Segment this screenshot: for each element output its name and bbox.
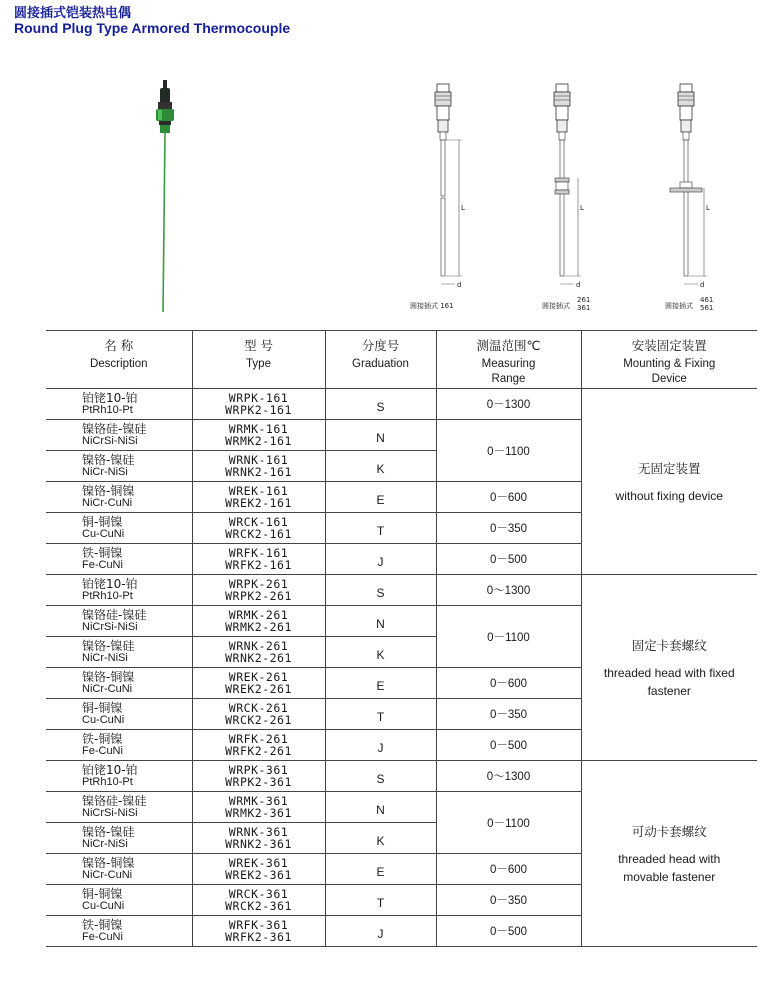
description-en: NiCr-CuNi (82, 683, 133, 695)
table-header-row (46, 331, 757, 389)
description-cn: 铜-铜镍 (82, 515, 123, 529)
type-code: WRCK-261 (228, 701, 289, 715)
cell-description (46, 885, 192, 916)
cell-range: 0－350 (436, 885, 581, 916)
description-cn: 铂铑10-铂 (82, 763, 138, 777)
drawing-261 (542, 84, 590, 312)
type-code: WRMK2-261 (225, 620, 292, 634)
cell-type (192, 482, 325, 513)
mounting-en: threaded head with movable fastener (618, 851, 721, 884)
description-en: PtRh10-Pt (82, 776, 133, 788)
cell-description (46, 730, 192, 761)
cell-range: 0～1300 (436, 575, 581, 606)
type-code: WRNK2-361 (225, 837, 292, 851)
cell-type (192, 761, 325, 792)
cell-range: 0－1100 (436, 420, 581, 482)
description-en: NiCr-NiSi (82, 466, 128, 478)
cell-mounting (581, 389, 757, 575)
description-en: NiCrSi-NiSi (82, 435, 138, 447)
header-range: 测温范围℃ Measuring Range (436, 331, 581, 389)
cell-description (46, 792, 192, 823)
svg-text:461: 461 (700, 296, 714, 304)
type-code: WRCK-361 (228, 887, 289, 901)
type-code: WRNK-261 (228, 639, 289, 653)
description-en: Cu-CuNi (82, 900, 125, 912)
cell-description (46, 606, 192, 637)
svg-text:L: L (706, 204, 710, 212)
cell-graduation: N (325, 420, 436, 451)
header-description: 名 称 Description (46, 331, 192, 389)
type-code: WRPK2-261 (225, 589, 292, 603)
cell-type (192, 916, 325, 947)
cell-graduation: J (325, 730, 436, 761)
svg-text:d: d (576, 281, 581, 289)
description-cn: 铂铑10-铂 (82, 391, 138, 405)
type-code: WRMK2-161 (225, 434, 292, 448)
type-code: WRPK2-361 (225, 775, 292, 789)
description-en: NiCrSi-NiSi (82, 807, 138, 819)
cell-graduation: J (325, 916, 436, 947)
cell-range: 0－500 (436, 916, 581, 947)
cell-graduation: K (325, 451, 436, 482)
cell-type (192, 420, 325, 451)
cell-description (46, 637, 192, 668)
cell-range: 0－1300 (436, 389, 581, 420)
cell-mounting (581, 575, 757, 761)
svg-text:261: 261 (577, 296, 591, 304)
mounting-cn: 固定卡套螺纹 (631, 637, 707, 653)
cell-graduation: N (325, 792, 436, 823)
svg-text:d: d (700, 281, 705, 289)
cell-description (46, 482, 192, 513)
type-code: WRNK2-161 (225, 465, 292, 479)
type-code: WRNK2-261 (225, 651, 292, 665)
cell-graduation: S (325, 575, 436, 606)
type-code: WRFK-261 (228, 732, 289, 746)
type-code: WRPK-161 (228, 391, 289, 405)
cell-range: 0～1300 (436, 761, 581, 792)
product-photo (150, 80, 190, 316)
cell-range: 0－600 (436, 668, 581, 699)
cell-graduation: T (325, 699, 436, 730)
svg-text:L: L (461, 204, 465, 212)
type-code: WREK2-361 (225, 868, 292, 882)
type-code: WRPK-361 (228, 763, 289, 777)
type-code: WRMK-261 (228, 608, 289, 622)
type-code: WRFK2-161 (225, 558, 292, 572)
svg-text:圆接插式: 圆接插式 (542, 302, 570, 310)
cell-description (46, 668, 192, 699)
svg-text:d: d (457, 281, 462, 289)
page-title-cn: 圆接插式铠装热电偶 (14, 6, 132, 21)
cell-graduation: T (325, 513, 436, 544)
cell-range: 0－600 (436, 854, 581, 885)
cell-type (192, 606, 325, 637)
mounting-cn: 可动卡套螺纹 (631, 823, 707, 839)
cell-graduation: K (325, 637, 436, 668)
type-code: WRCK2-161 (225, 527, 292, 541)
cell-type (192, 668, 325, 699)
cell-graduation: E (325, 482, 436, 513)
description-cn: 镍铬-镍硅 (82, 825, 135, 839)
description-en: Cu-CuNi (82, 714, 125, 726)
description-cn: 铁-铜镍 (82, 918, 123, 932)
description-en: NiCr-CuNi (82, 497, 133, 509)
cell-graduation: J (325, 544, 436, 575)
cell-description (46, 575, 192, 606)
spec-table-body (46, 389, 757, 947)
description-cn: 镍铬-铜镍 (82, 670, 135, 684)
cell-type (192, 544, 325, 575)
description-en: Fe-CuNi (82, 559, 123, 571)
description-cn: 铜-铜镍 (82, 701, 123, 715)
cell-description (46, 761, 192, 792)
type-code: WRFK2-261 (225, 744, 292, 758)
cell-mounting (581, 761, 757, 947)
type-code: WRFK-161 (228, 546, 289, 560)
cell-range: 0－1100 (436, 792, 581, 854)
description-en: PtRh10-Pt (82, 590, 133, 602)
description-cn: 镍铬-铜镍 (82, 484, 135, 498)
cell-graduation: E (325, 668, 436, 699)
cell-type (192, 451, 325, 482)
svg-text:561: 561 (700, 304, 714, 312)
cell-description (46, 389, 192, 420)
description-en: Fe-CuNi (82, 931, 123, 943)
description-cn: 镍铬-铜镍 (82, 856, 135, 870)
cell-description (46, 513, 192, 544)
description-en: Cu-CuNi (82, 528, 125, 540)
cell-description (46, 699, 192, 730)
drawing-461 (665, 84, 713, 312)
description-en: PtRh10-Pt (82, 404, 133, 416)
cell-graduation: S (325, 761, 436, 792)
type-code: WRCK-161 (228, 515, 289, 529)
type-code: WRNK-361 (228, 825, 289, 839)
cell-range: 0－350 (436, 699, 581, 730)
spec-table (46, 330, 757, 947)
drawing-161 (410, 84, 465, 310)
cell-type (192, 575, 325, 606)
table-row (46, 389, 757, 420)
cell-type (192, 699, 325, 730)
description-cn: 铁-铜镍 (82, 732, 123, 746)
type-code: WREK-361 (228, 856, 289, 870)
type-code: WRPK2-161 (225, 403, 292, 417)
technical-drawings (400, 78, 730, 314)
cell-type (192, 637, 325, 668)
description-cn: 铂铑10-铂 (82, 577, 138, 591)
description-cn: 镍铬-镍硅 (82, 639, 135, 653)
cell-type (192, 730, 325, 761)
type-code: WRFK2-361 (225, 930, 292, 944)
cell-description (46, 916, 192, 947)
cell-description (46, 420, 192, 451)
cell-type (192, 389, 325, 420)
cell-range: 0－500 (436, 730, 581, 761)
cell-graduation: T (325, 885, 436, 916)
type-code: WREK-161 (228, 484, 289, 498)
cell-type (192, 854, 325, 885)
table-row (46, 761, 757, 792)
cell-type (192, 885, 325, 916)
cell-range: 0－600 (436, 482, 581, 513)
mounting-en: threaded head with fixed fastener (603, 665, 735, 698)
type-code: WREK-261 (228, 670, 289, 684)
description-en: NiCr-CuNi (82, 869, 133, 881)
cell-description (46, 854, 192, 885)
header-graduation: 分度号 Graduation (325, 331, 436, 389)
header-type: 型 号 Type (192, 331, 325, 389)
type-code: WRMK-361 (228, 794, 289, 808)
svg-text:L: L (580, 204, 584, 212)
cell-description (46, 544, 192, 575)
type-code: WREK2-161 (225, 496, 292, 510)
cell-description (46, 823, 192, 854)
header-mounting: 安装固定装置 Mounting & Fixing Device (581, 331, 757, 389)
description-en: Fe-CuNi (82, 745, 123, 757)
mounting-cn: 无固定装置 (637, 460, 701, 476)
cell-range: 0－1100 (436, 606, 581, 668)
svg-text:圆接插式: 圆接插式 (665, 302, 693, 310)
description-cn: 铁-铜镍 (82, 546, 123, 560)
description-cn: 铜-铜镍 (82, 887, 123, 901)
description-cn: 镍铬硅-镍硅 (82, 608, 147, 622)
cell-graduation: N (325, 606, 436, 637)
description-cn: 镍铬-镍硅 (82, 453, 135, 467)
svg-text:361: 361 (577, 304, 591, 312)
table-row (46, 575, 757, 606)
cell-type (192, 792, 325, 823)
type-code: WRCK2-261 (225, 713, 292, 727)
type-code: WRMK-161 (228, 422, 289, 436)
type-code: WRPK-261 (228, 577, 289, 591)
mounting-en: without fixing device (615, 488, 723, 503)
cell-type (192, 513, 325, 544)
cell-type (192, 823, 325, 854)
cell-graduation: S (325, 389, 436, 420)
description-en: NiCrSi-NiSi (82, 621, 138, 633)
cell-range: 0－500 (436, 544, 581, 575)
cell-description (46, 451, 192, 482)
cell-graduation: K (325, 823, 436, 854)
page-title-en: Round Plug Type Armored Thermocouple (14, 20, 291, 36)
cell-graduation: E (325, 854, 436, 885)
cell-range: 0－350 (436, 513, 581, 544)
description-cn: 镍铬硅-镍硅 (82, 794, 147, 808)
description-en: NiCr-NiSi (82, 838, 128, 850)
description-cn: 镍铬硅-镍硅 (82, 422, 147, 436)
type-code: WREK2-261 (225, 682, 292, 696)
type-code: WRFK-361 (228, 918, 289, 932)
description-en: NiCr-NiSi (82, 652, 128, 664)
svg-text:圆接插式 161: 圆接插式 161 (410, 302, 454, 310)
type-code: WRCK2-361 (225, 899, 292, 913)
type-code: WRMK2-361 (225, 806, 292, 820)
type-code: WRNK-161 (228, 453, 289, 467)
